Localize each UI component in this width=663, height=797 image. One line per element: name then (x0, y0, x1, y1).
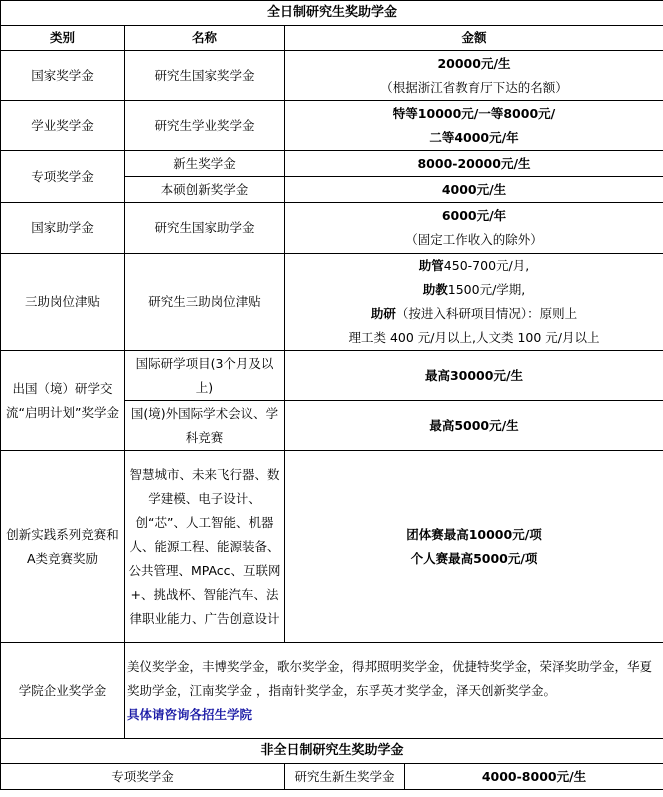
table-row (1, 254, 663, 351)
category-cell: 国家奖学金 (1, 51, 125, 101)
amount-note: （固定工作收入的除外） (405, 232, 543, 247)
name-cell: 新生奖学金 (125, 151, 285, 177)
amount-line: 个人赛最高5000元/项 (410, 550, 538, 566)
category-cell: 专项奖学金 (1, 151, 125, 203)
amount-line: 特等10000元/一等8000元/ (392, 105, 556, 121)
name-cell: 研究生国家奖学金 (125, 51, 285, 101)
name-cell: 研究生三助岗位津贴 (125, 254, 285, 351)
assist-research-label: 助研 (370, 306, 396, 321)
amount-line: 团体赛最高10000元/项 (406, 526, 542, 542)
assist-research-line2: 理工类 400 元/月以上,人文类 100 元/月以上 (348, 330, 600, 345)
table-row (1, 764, 663, 790)
amount-line: 20000元/生 (437, 55, 511, 71)
enterprise-names: 美仪奖学金，丰博奖学金，歌尔奖学金，得邦照明奖学金，优捷特奖学金，荣泽奖助学金，华夏奖助学金，江南奖学金 ，指南针奖学金，东孚英才奖学金，泽天创新奖学金。 (127, 658, 653, 698)
enterprise-cell (125, 643, 663, 739)
assist-manage-value: 450-700元/月, (443, 258, 530, 273)
assist-manage (287, 254, 661, 278)
category-cell: 学业奖学金 (1, 101, 125, 151)
category-cell: 学院企业奖学金 (1, 643, 125, 739)
category-cell: 国家助学金 (1, 203, 125, 254)
part-time-title: 非全日制研究生奖助学金 (1, 739, 663, 764)
category-cell: 三助岗位津贴 (1, 254, 125, 351)
table-row (1, 203, 663, 254)
category-cell: 专项奖学金 (1, 764, 285, 790)
amount-cell (285, 203, 663, 254)
amount-line: 二等4000元/年 (429, 129, 519, 145)
category-cell: 出国（境）研学交流“启明计划”奖学金 (1, 351, 125, 451)
assist-teach-label: 助教 (422, 282, 448, 297)
assist-research-value: （按进入科研项目情况）：原则上 (395, 306, 578, 321)
name-cell: 国际研学项目(3个月及以上) (125, 351, 285, 401)
table-row (1, 351, 663, 401)
name-cell: 国(境)外国际学术会议、学科竞赛 (125, 401, 285, 451)
title-row (1, 739, 663, 764)
amount-cell: 4000元/生 (285, 177, 663, 203)
amount-cell (285, 101, 663, 151)
header-amount: 金额 (285, 26, 663, 51)
table-row (1, 151, 663, 177)
name-cell: 研究生学业奖学金 (125, 101, 285, 151)
name-cell: 本硕创新奖学金 (125, 177, 285, 203)
amount-line: 6000元/年 (441, 208, 507, 223)
enterprise-note: 具体请咨询各招生学院 (127, 706, 253, 722)
assist-teach-value: 1500元/学期, (447, 282, 526, 297)
amount-cell: 8000-20000元/生 (285, 151, 663, 177)
header-category: 类别 (1, 26, 125, 51)
assist-manage-label: 助管 (418, 258, 444, 273)
name-cell: 智慧城市、未来飞行器、数学建模、电子设计、创“芯”、人工智能、机器人、能源工程、能源装备、公共管理、MPAcc、互联网+、挑战杯、智能汽车、法律职业能力、广告创意设计 (125, 451, 285, 643)
name-cell: 研究生国家助学金 (125, 203, 285, 254)
header-row (1, 26, 663, 51)
amount-cell (285, 451, 663, 643)
full-time-title: 全日制研究生奖助学金 (1, 1, 663, 26)
title-row (1, 1, 663, 26)
table-row (1, 451, 663, 643)
name-cell: 研究生新生奖学金 (285, 764, 405, 790)
table-row (1, 643, 663, 739)
amount-cell: 最高5000元/生 (285, 401, 663, 451)
assist-teach (287, 278, 661, 302)
amount-note: （根据浙江省教育厅下达的名额） (380, 79, 568, 95)
amount-cell (285, 254, 663, 351)
category-cell: 创新实践系列竞赛和A类竞赛奖励 (1, 451, 125, 643)
amount-cell: 最高30000元/生 (285, 351, 663, 401)
amount-cell (285, 51, 663, 101)
table-row (1, 101, 663, 151)
table-row (1, 51, 663, 101)
amount-cell: 4000-8000元/生 (405, 764, 663, 790)
assist-research (287, 302, 661, 326)
header-name: 名称 (125, 26, 285, 51)
